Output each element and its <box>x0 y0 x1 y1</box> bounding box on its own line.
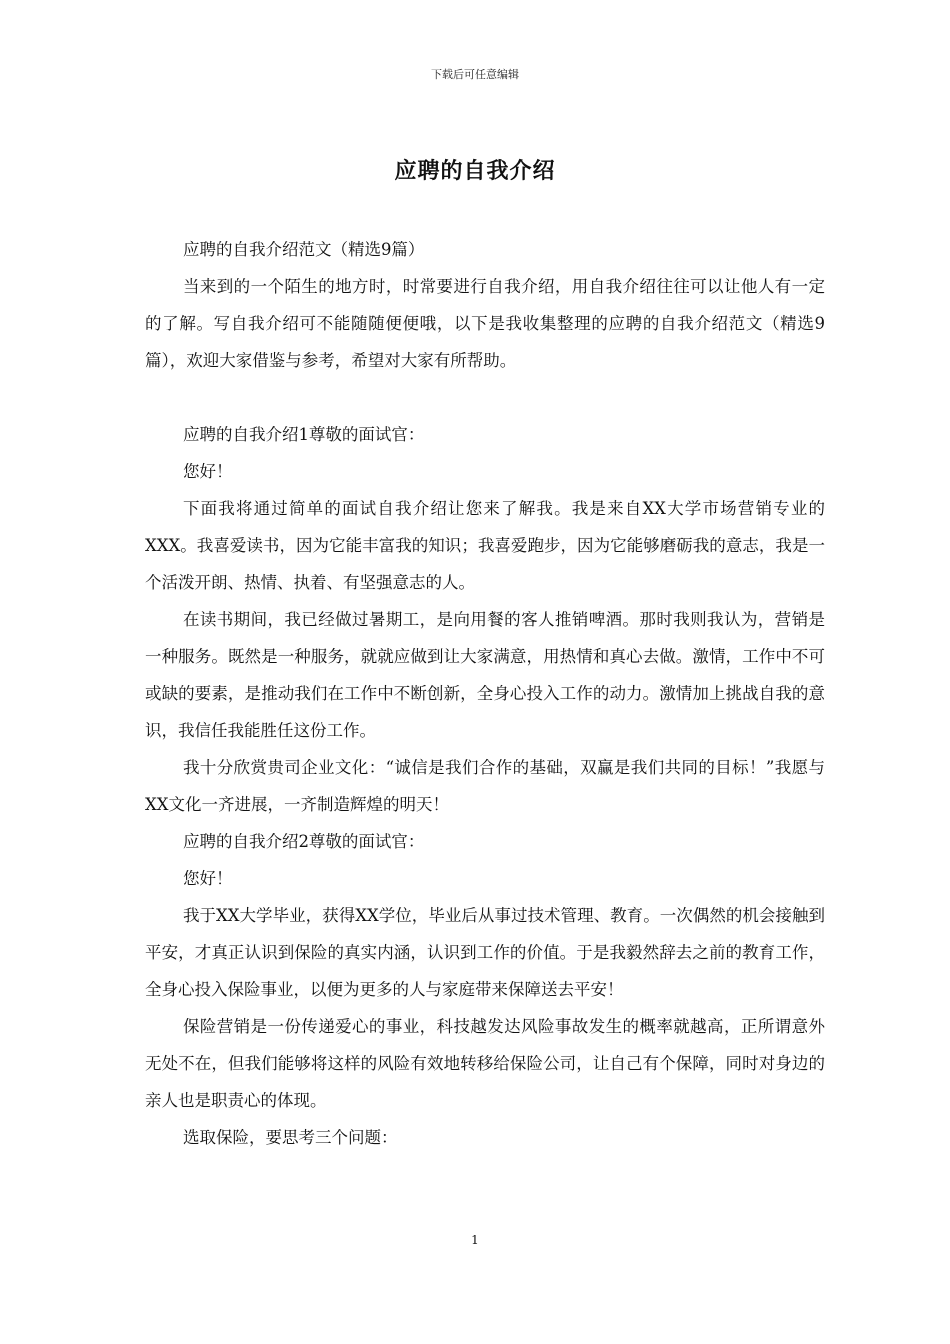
paragraph-greeting: 您好！ <box>182 462 233 481</box>
paragraph: 下面我将通过简单的面试自我介绍让您来了解我。我是来自XX大学市场营销专业的XXX。我喜爱读书，因为它能丰富我的知识；我喜爱跑步，因为它能够磨砺我的意志，我是一个活泼开朗、热情、执着、有坚强意志的人。 <box>145 499 825 592</box>
paragraph-subtitle: 应聘的自我介绍范文（精选9篇） <box>182 240 425 259</box>
document-title: 应聘的自我介绍 <box>394 158 556 184</box>
paragraph: 在读书期间，我已经做过暑期工，是向用餐的客人推销啤酒。那时我则我认为，营销是一种服务。既然是一种服务，就就应做到让大家满意，用热情和真心去做。激情，工作中不可或缺的要素，是推动我们在工作中不断创新，全身心投入工作的动力。激情加上挑战自我的意识，我信任我能胜任这份工作。 <box>145 610 825 740</box>
paragraph-section-1-heading: 应聘的自我介绍1尊敬的面试官： <box>182 425 425 444</box>
header-note: 下载后可任意编辑 <box>431 68 519 81</box>
paragraph: 选取保险，要思考三个问题： <box>182 1128 398 1147</box>
paragraph-intro: 当来到的一个陌生的地方时，时常要进行自我介绍，用自我介绍往往可以让他人有一定的了解。写自我介绍可不能随随便便哦，以下是我收集整理的应聘的自我介绍范文（精选9篇），欢迎大家借鉴与参考，希望对大家有所帮助。 <box>145 277 825 370</box>
paragraph-greeting: 您好！ <box>182 869 233 888</box>
paragraph: 我于XX大学毕业，获得XX学位，毕业后从事过技术管理、教育。一次偶然的机会接触到平安，才真正认识到保险的真实内涵，认识到工作的价值。于是我毅然辞去之前的教育工作，全身心投入保险事业，以便为更多的人与家庭带来保障送去平安！ <box>145 906 825 999</box>
paragraph: 保险营销是一份传递爱心的事业，科技越发达风险事故发生的概率就越高，正所谓意外无处不在，但我们能够将这样的风险有效地转移给保险公司，让自己有个保障，同时对身边的亲人也是职责心的体现。 <box>145 1017 825 1110</box>
paragraph-section-2-heading: 应聘的自我介绍2尊敬的面试官： <box>182 832 425 851</box>
document-body <box>145 231 825 1156</box>
page-number: 1 <box>471 1233 479 1247</box>
paragraph: 我十分欣赏贵司企业文化：“诚信是我们合作的基础，双赢是我们共同的目标！”我愿与XX文化一齐进展，一齐制造辉煌的明天！ <box>145 758 825 814</box>
